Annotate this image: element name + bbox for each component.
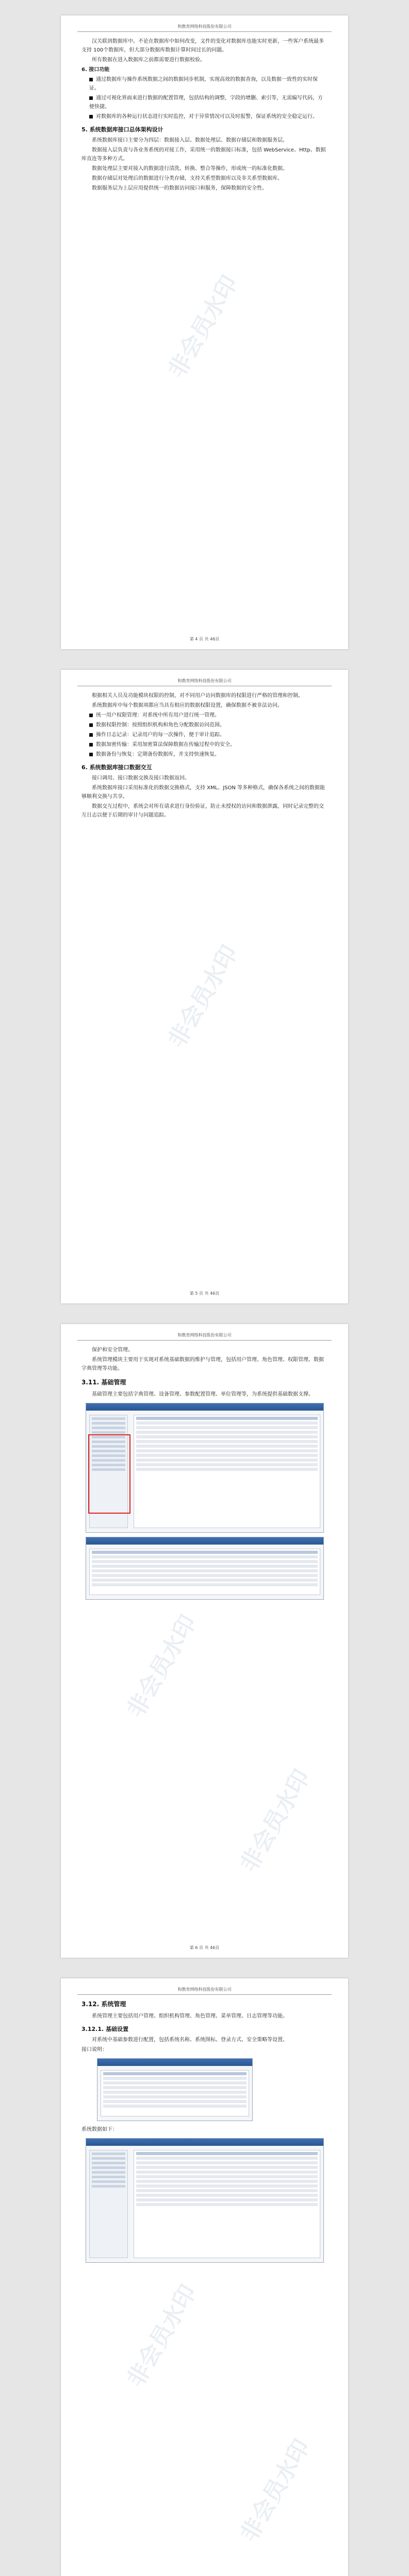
paragraph: 接口调用、接口数据交换及接口数据返回。 bbox=[92, 775, 190, 781]
bullet-item: 对数据库的各种运行状态进行实时监控，对于异常情况可以及时报警，保证系统的安全稳定运行。 bbox=[81, 112, 328, 121]
bullet-item: 通过可视化界面来进行数据的配置管理，包括结构的调整，字段的增删、索引等，无需编写代码，方便快捷。 bbox=[89, 95, 323, 110]
highlight-box bbox=[88, 1434, 130, 1514]
bullet-item: 统一用户权限管理：对系统中所有用户进行统一管理。 bbox=[81, 711, 328, 720]
paragraph: 数据接入层负责与各业务系统的对接工作，采用统一的数据接口标准，包括 WebService、Http、数据库直连等多种方式。 bbox=[81, 147, 326, 162]
subheading: 5. 系统数据库接口总体架构设计 bbox=[81, 126, 163, 133]
window-titlebar bbox=[97, 2059, 252, 2066]
data-grid bbox=[101, 2070, 249, 2116]
bullet-item: 数据加密传输：采用加密算法保障数据在传输过程中的安全。 bbox=[81, 740, 328, 749]
paragraph: 基础管理主要包括字典管理、设备管理、参数配置管理、单位管理等，为系统提供基础数据支撑。 bbox=[92, 1392, 314, 1397]
data-grid bbox=[89, 1549, 320, 1595]
paragraph: 数据处理层主要对接入的数据进行清洗、转换、整合等操作，形成统一的标准化数据。 bbox=[92, 166, 288, 172]
bullet-item: 操作日志记录：记录用户的每一次操作，便于审计追踪。 bbox=[81, 731, 328, 739]
bullet-icon bbox=[89, 714, 93, 717]
paragraph: 所有数据在进入数据库之前都需要进行数据校验。 bbox=[92, 57, 205, 63]
paragraph: 根据相关人员及功能模块权限的控制，对不同用户访问数据库的权限进行严格的管理和控制。 bbox=[92, 693, 303, 699]
page-header: 和教育网络科技股份有限公司 bbox=[77, 670, 332, 686]
bullet-item: 通过数据库与操作系统数据之间的数据同步机制，实现高效的数据查询，以及数据一致性的实时保证。 bbox=[89, 77, 318, 91]
paragraph: 系统管理主要包括用户管理、组织机构管理、角色管理、菜单管理、日志管理等功能。 bbox=[92, 2013, 288, 2019]
page-header: 和教育网络科技股份有限公司 bbox=[77, 1978, 332, 1995]
paragraph: 保护和安全管理。 bbox=[92, 1347, 133, 1353]
document-page-3 bbox=[61, 1324, 348, 1958]
window-titlebar bbox=[86, 1537, 323, 1545]
bullet-icon bbox=[89, 96, 93, 100]
subheading: 3.12.1. 基础设置 bbox=[81, 2026, 128, 2032]
bullet-item: 数据权限控制：按照组织机构和角色分配数据访问范围。 bbox=[81, 721, 328, 730]
bullet-icon bbox=[89, 115, 93, 118]
paragraph: 系统管理模块主要用于实现对系统基础数据的维护与管理，包括用户管理、角色管理、权限管理、数据字典管理等功能。 bbox=[81, 1357, 324, 1371]
paragraph: 系统数据库接口采用标准化的数据交换格式，支持 XML、JSON 等多种格式，确保各系统之间的数据能够顺利交换与共享。 bbox=[81, 785, 325, 800]
subheading: 6. 系统数据库接口数据交互 bbox=[81, 764, 152, 771]
page-footer: 第 5 页 共 46页 bbox=[189, 1291, 220, 1296]
paragraph: 对系统中基础参数进行配置，包括系统名称、系统图标、登录方式、安全策略等设置。 bbox=[92, 2037, 288, 2043]
screenshot-figure bbox=[97, 2058, 253, 2121]
bullet-icon bbox=[89, 733, 93, 737]
paragraph: 数据服务层为上层应用提供统一的数据访问接口和服务，保障数据的安全性。 bbox=[92, 185, 267, 191]
bullet-icon bbox=[89, 743, 93, 747]
paragraph: 接口说明： bbox=[81, 2047, 107, 2053]
window-titlebar bbox=[86, 2139, 323, 2146]
side-menu bbox=[89, 2150, 128, 2258]
paragraph: 汉关联到数据库中。不论在数据库中如何改变，文件的变化对数据库也能实时更新，一些客户系统最多支持 100个数据库，但大部分数据库数据计算时间过长的问题。 bbox=[81, 39, 324, 53]
list-heading: 6. 接口功能 bbox=[81, 67, 110, 73]
section-heading: 3.11. 基础管理 bbox=[81, 1379, 126, 1386]
paragraph: 系统数据库中每个数据项都应当具有相应的数据权限设置，确保数据不被非法访问。 bbox=[92, 703, 283, 708]
bullet-icon bbox=[89, 723, 93, 727]
paragraph: 系统数据库接口主要分为四层：数据接入层、数据处理层、数据存储层和数据服务层。 bbox=[92, 138, 288, 143]
figure-label: 系统数据如下： bbox=[81, 2127, 118, 2132]
bullet-item: 数据备份与恢复：定期备份数据库，并支持快速恢复。 bbox=[81, 750, 328, 759]
window-titlebar bbox=[86, 1403, 323, 1411]
bullet-icon bbox=[89, 753, 93, 756]
screenshot-figure bbox=[86, 1403, 324, 1533]
bullet-icon bbox=[89, 78, 93, 81]
page-header: 和教育网络科技股份有限公司 bbox=[77, 15, 332, 32]
section-heading: 3.12. 系统管理 bbox=[81, 2001, 126, 2008]
page-footer: 第 6 页 共 46页 bbox=[189, 1945, 220, 1950]
data-grid bbox=[134, 1415, 320, 1528]
document-page-4 bbox=[61, 1978, 348, 2576]
page-footer: 第 4 页 共 46页 bbox=[189, 637, 220, 641]
data-grid bbox=[134, 2150, 320, 2258]
screenshot-figure bbox=[86, 2138, 324, 2263]
paragraph: 数据交互过程中，系统会对所有请求进行身份验证，防止未授权的访问和数据泄露，同时记录完整的交互日志以便于后期的审计与问题追踪。 bbox=[81, 804, 324, 818]
document-page-2 bbox=[61, 670, 348, 1303]
page-header: 和教育网络科技股份有限公司 bbox=[77, 1324, 332, 1341]
paragraph: 数据存储层对处理后的数据进行分类存储，支持关系型数据库以及非关系型数据库。 bbox=[92, 176, 283, 181]
document-page-1 bbox=[61, 15, 348, 649]
screenshot-figure bbox=[86, 1537, 324, 1600]
